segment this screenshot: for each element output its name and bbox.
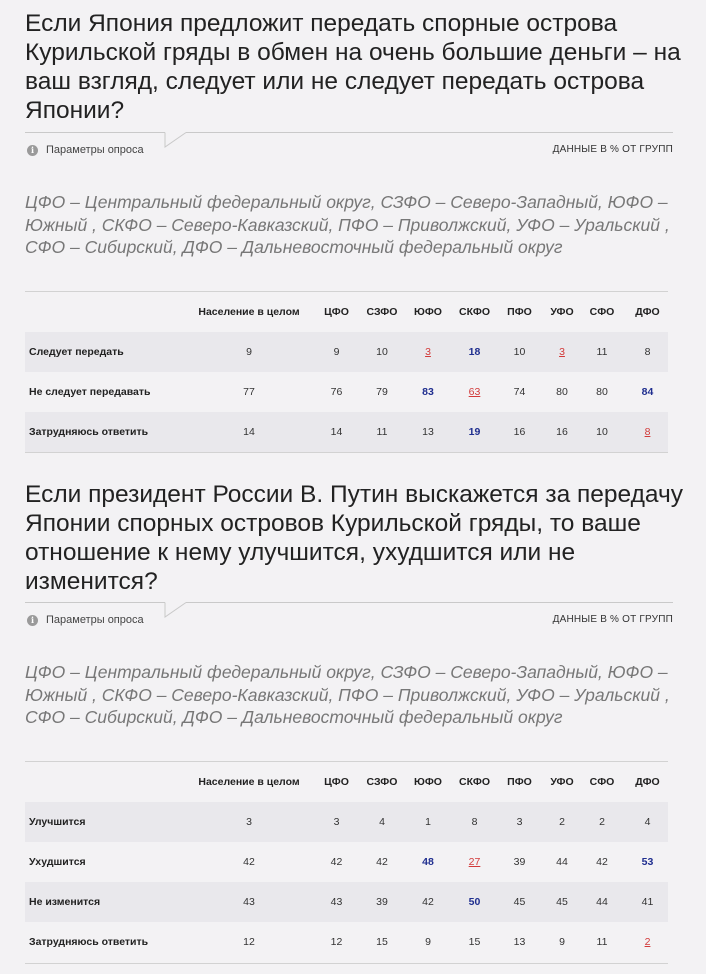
table-cell: 12 bbox=[243, 936, 255, 948]
table-cell: 42 bbox=[330, 856, 343, 868]
table-cell: 45 bbox=[492, 882, 547, 922]
table-cell: 9 bbox=[308, 332, 365, 372]
divider bbox=[25, 963, 668, 964]
table-cell: 16 bbox=[547, 412, 577, 452]
table-cell: 50 bbox=[457, 882, 492, 922]
table-cell: 63 bbox=[468, 386, 481, 398]
column-header: ДФО bbox=[635, 306, 660, 318]
column-header: СФО bbox=[589, 306, 615, 318]
column-header: СФО bbox=[589, 776, 615, 788]
poll-params-toggle[interactable] bbox=[27, 614, 144, 626]
data-unit-label: ДАННЫЕ В % ОТ ГРУПП bbox=[552, 144, 673, 155]
table-cell: 83 bbox=[422, 386, 434, 398]
column-header: Население в целом bbox=[198, 306, 300, 318]
district-legend-2: ЦФО – Центральный федеральный округ, СЗФО – Северо-Западный, ЮФО – Южный , СКФО – Северо-Кавказский, ПФО – Приволжский, УФО – Уральский , СФО – Сибирский, ДФО – Дальневосточный федеральный округ bbox=[25, 662, 670, 727]
table-cell: 79 bbox=[376, 386, 388, 398]
divider bbox=[25, 602, 165, 603]
table-cell: 13 bbox=[399, 412, 457, 452]
info-icon: i bbox=[27, 615, 38, 626]
column-header: СКФО bbox=[459, 306, 490, 318]
table-cell: 4 bbox=[365, 802, 399, 842]
table-cell: 11 bbox=[365, 412, 399, 452]
table-cell: 1 bbox=[399, 802, 457, 842]
table-cell: 80 bbox=[556, 386, 568, 398]
column-header: Население в целом bbox=[198, 776, 300, 788]
table-cell: 43 bbox=[190, 882, 308, 922]
column-header: ПФО bbox=[507, 776, 532, 788]
poll-params-label: Параметры опроса bbox=[46, 614, 144, 626]
table-cell: 10 bbox=[492, 332, 547, 372]
table-row bbox=[25, 882, 668, 922]
table-cell: 18 bbox=[457, 332, 492, 372]
table-cell: 11 bbox=[596, 936, 608, 948]
table-cell: 4 bbox=[627, 802, 668, 842]
table-cell: 10 bbox=[577, 412, 627, 452]
column-header: ЦФО bbox=[324, 306, 349, 318]
question-title-2: Если президент России В. Путин выскажется за передачу Японии спорных островов Курильской гряды, то ваше отношение к нему улучшится, ухудшится или не изменится? bbox=[25, 481, 684, 595]
header-empty bbox=[25, 292, 190, 333]
results-table-2 bbox=[25, 761, 668, 962]
table-header-row bbox=[25, 762, 668, 803]
table-cell: 48 bbox=[422, 856, 434, 868]
table-cell: 44 bbox=[556, 856, 568, 868]
column-header: УФО bbox=[550, 776, 574, 788]
table-cell: 80 bbox=[596, 386, 608, 398]
header-empty bbox=[25, 762, 190, 803]
results-table-1 bbox=[25, 291, 668, 452]
table-cell: 44 bbox=[577, 882, 627, 922]
row-label: Не изменится bbox=[25, 882, 190, 922]
table-cell: 27 bbox=[468, 856, 481, 868]
district-legend-1: ЦФО – Центральный федеральный округ, СЗФО – Северо-Западный, ЮФО – Южный , СКФО – Северо-Кавказский, ПФО – Приволжский, УФО – Уральский , СФО – Сибирский, ДФО – Дальневосточный федеральный округ bbox=[25, 192, 670, 257]
table-cell: 43 bbox=[308, 882, 365, 922]
table-cell: 3 bbox=[308, 802, 365, 842]
table-cell: 16 bbox=[492, 412, 547, 452]
table-cell: 84 bbox=[641, 386, 654, 398]
table-cell: 14 bbox=[190, 412, 308, 452]
table-row bbox=[25, 802, 668, 842]
question-title-1: Если Япония предложит передать спорные острова Курильской гряды в обмен на очень большие деньги – на ваш взгляд, следует или не следует передать острова Японии? bbox=[25, 10, 681, 124]
table-cell: 8 bbox=[627, 412, 668, 452]
table-cell: 3 bbox=[190, 802, 308, 842]
table-cell: 8 bbox=[457, 802, 492, 842]
data-unit-label: ДАННЫЕ В % ОТ ГРУПП bbox=[552, 614, 673, 625]
table-row bbox=[25, 842, 668, 882]
info-icon: i bbox=[27, 145, 38, 156]
table-cell: 77 bbox=[243, 386, 255, 398]
table-cell: 42 bbox=[376, 856, 388, 868]
table-cell: 13 bbox=[513, 936, 526, 948]
table-cell: 3 bbox=[547, 332, 577, 372]
table-cell: 39 bbox=[365, 882, 399, 922]
table-cell: 42 bbox=[243, 856, 255, 868]
divider bbox=[25, 132, 165, 133]
table-cell: 15 bbox=[376, 936, 388, 948]
table-cell: 2 bbox=[547, 802, 577, 842]
table-cell: 45 bbox=[547, 882, 577, 922]
table-cell: 9 bbox=[425, 936, 431, 948]
column-header: СКФО bbox=[459, 776, 490, 788]
table-cell: 2 bbox=[577, 802, 627, 842]
column-header: ЦФО bbox=[324, 776, 349, 788]
column-header: ДФО bbox=[635, 776, 660, 788]
table-cell: 74 bbox=[513, 386, 526, 398]
table-cell: 11 bbox=[577, 332, 627, 372]
table-cell: 42 bbox=[596, 856, 608, 868]
table-cell: 15 bbox=[468, 936, 481, 948]
table-row bbox=[25, 922, 668, 962]
poll-params-toggle[interactable] bbox=[27, 144, 144, 156]
table-cell: 19 bbox=[457, 412, 492, 452]
divider bbox=[25, 452, 668, 453]
row-label: Следует передать bbox=[25, 332, 190, 372]
table-row bbox=[25, 412, 668, 452]
column-header: ЮФО bbox=[414, 306, 442, 318]
column-header: ПФО bbox=[507, 306, 532, 318]
row-label: Затрудняюсь ответить bbox=[29, 936, 149, 948]
callout-notch-icon bbox=[164, 132, 188, 148]
divider bbox=[186, 602, 673, 603]
table-cell: 9 bbox=[190, 332, 308, 372]
table-cell: 2 bbox=[644, 936, 651, 948]
table-cell: 42 bbox=[399, 882, 457, 922]
table-cell: 8 bbox=[627, 332, 668, 372]
divider bbox=[186, 132, 673, 133]
table-header-row bbox=[25, 292, 668, 333]
table-cell: 14 bbox=[308, 412, 365, 452]
column-header: СЗФО bbox=[366, 776, 398, 788]
row-label: Улучшится bbox=[25, 802, 190, 842]
table-cell: 12 bbox=[330, 936, 343, 948]
poll-params-bar-1 bbox=[25, 132, 673, 172]
row-label: Не следует передавать bbox=[29, 386, 151, 398]
row-label: Ухудшится bbox=[29, 856, 86, 868]
table-cell: 41 bbox=[627, 882, 668, 922]
table-cell: 3 bbox=[492, 802, 547, 842]
table-cell: 10 bbox=[365, 332, 399, 372]
table-cell: 53 bbox=[641, 856, 654, 868]
callout-notch-icon bbox=[164, 602, 188, 618]
row-label: Затрудняюсь ответить bbox=[25, 412, 190, 452]
table-cell: 3 bbox=[399, 332, 457, 372]
table-cell: 76 bbox=[330, 386, 343, 398]
table-row bbox=[25, 372, 668, 412]
column-header: ЮФО bbox=[414, 776, 442, 788]
table-row bbox=[25, 332, 668, 372]
column-header: СЗФО bbox=[366, 306, 398, 318]
table-cell: 39 bbox=[513, 856, 526, 868]
table-cell: 9 bbox=[559, 936, 565, 948]
poll-params-bar-2 bbox=[25, 602, 673, 642]
column-header: УФО bbox=[550, 306, 574, 318]
poll-params-label: Параметры опроса bbox=[46, 144, 144, 156]
